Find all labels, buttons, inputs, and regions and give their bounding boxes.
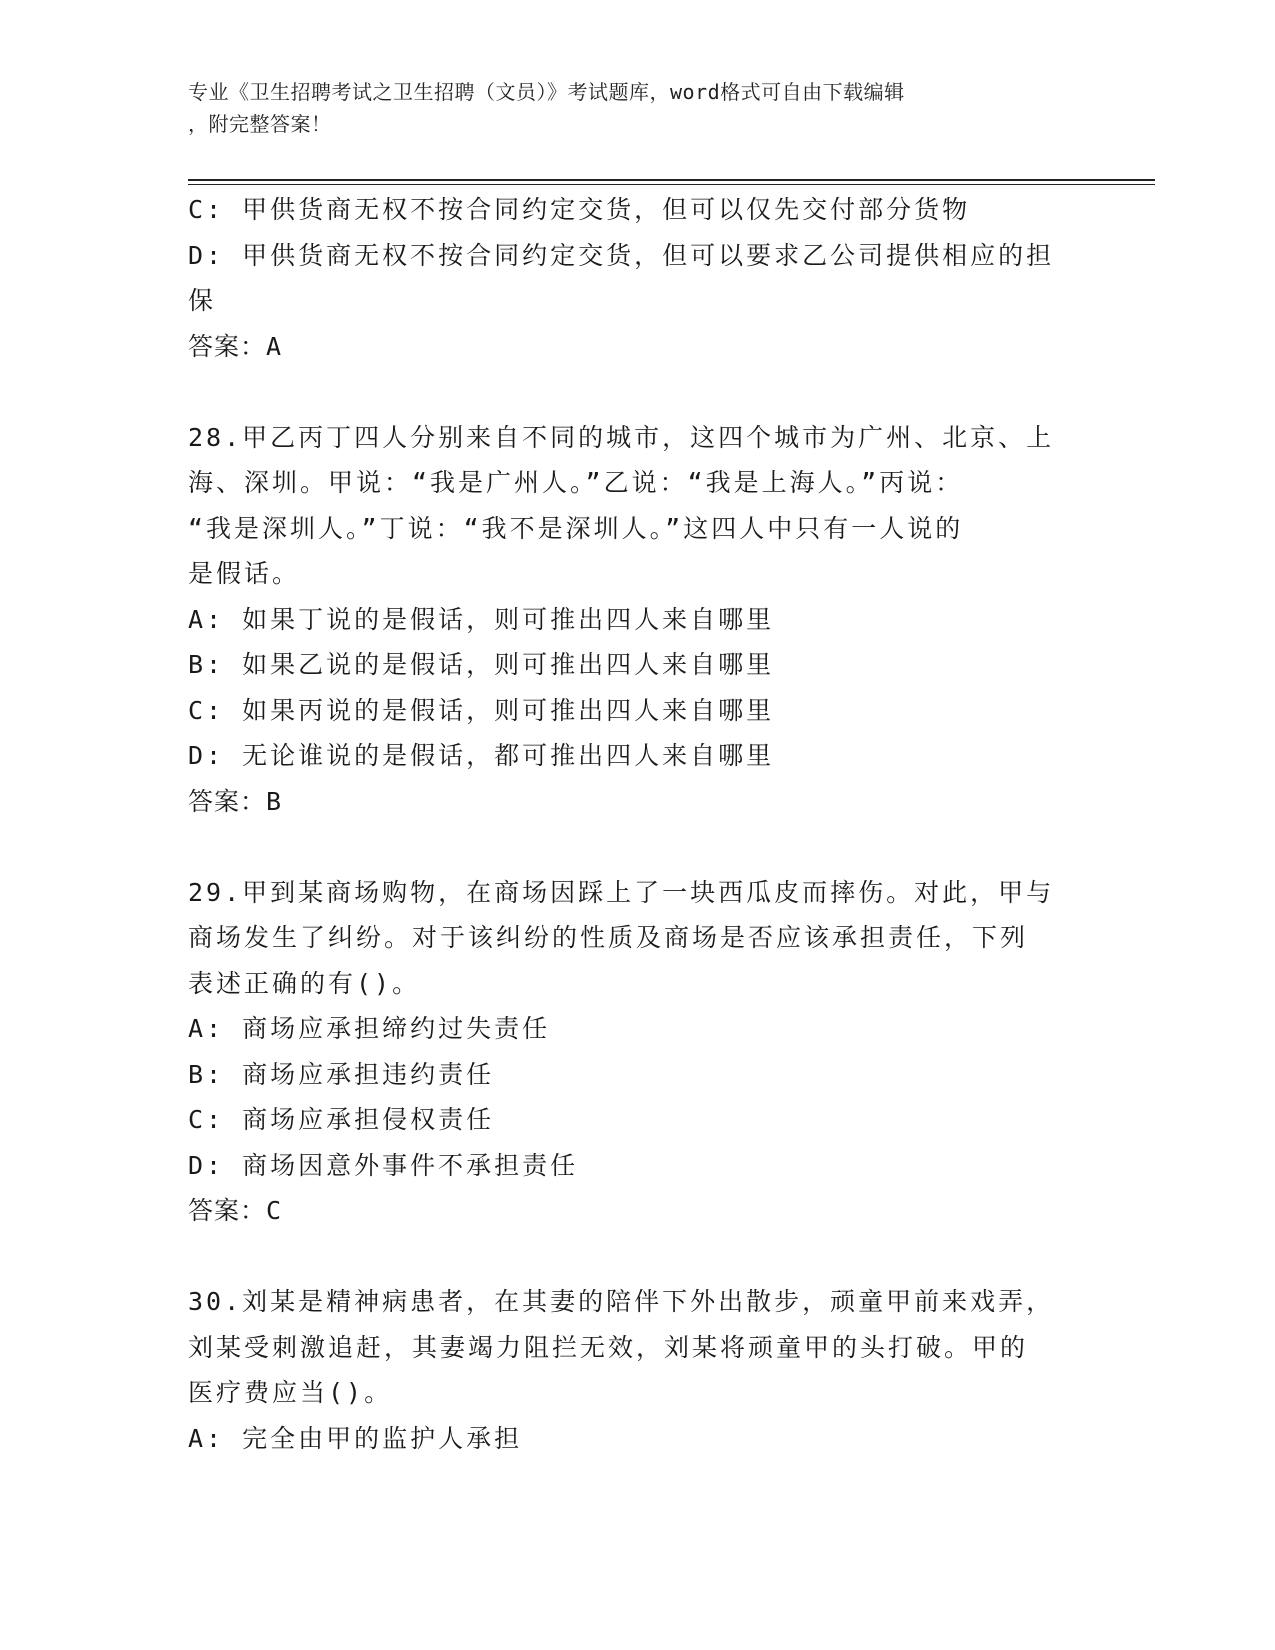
question-stem-line: 是假话。 (188, 559, 301, 588)
option-b: B: 商场应承担违约责任 (188, 1059, 495, 1089)
option-a: A: 如果丁说的是假话，则可推出四人来自哪里 (188, 604, 775, 634)
question-stem-line: 刘某受刺激追赶，其妻竭力阻拦无效，刘某将顽童甲的头打破。甲的 (188, 1332, 1029, 1362)
question-stem-line: 29.甲到某商场购物，在商场因踩上了一块西瓜皮而摔伤。对此，甲与 (188, 877, 1055, 907)
question-stem-line: 表述正确的有()。 (188, 968, 421, 998)
previous-question (188, 187, 1088, 369)
option-a: A: 商场应承担缔约过失责任 (188, 1014, 551, 1043)
document-header (188, 76, 1068, 140)
option-d: D: 无论谁说的是假话，都可推出四人来自哪里 (188, 741, 775, 770)
question-28 (188, 415, 1088, 825)
answer: 答案：C (188, 1196, 283, 1225)
question-stem-line: 30.刘某是精神病患者，在其妻的陪伴下外出散步，顽童甲前来戏弄， (188, 1287, 1055, 1316)
header-divider-thin (188, 184, 1155, 185)
header-divider-thick (188, 179, 1155, 181)
question-content (188, 187, 1088, 1461)
header-line-1: 专业《卫生招聘考试之卫生招聘（文员）》考试题库，word格式可自由下载编辑 (188, 80, 905, 104)
option-c: C: 甲供货商无权不按合同约定交货，但可以仅先交付部分货物 (188, 195, 971, 224)
option-d: D: 商场因意外事件不承担责任 (188, 1150, 579, 1180)
option-a: A: 完全由甲的监护人承担 (188, 1423, 523, 1453)
answer: 答案：B (188, 786, 283, 816)
answer: 答案：A (188, 331, 283, 361)
spacer (188, 824, 1088, 870)
option-c: C: 商场应承担侵权责任 (188, 1105, 495, 1134)
question-stem-line: “我是深圳人。”丁说：“我不是深圳人。”这四人中只有一人说的 (188, 513, 964, 543)
question-29 (188, 870, 1088, 1234)
spacer (188, 1234, 1088, 1280)
option-c: C: 如果丙说的是假话，则可推出四人来自哪里 (188, 695, 775, 725)
question-stem-line: 28.甲乙丙丁四人分别来自不同的城市，这四个城市为广州、北京、上 (188, 422, 1055, 452)
question-stem-line: 医疗费应当()。 (188, 1378, 393, 1407)
question-30 (188, 1279, 1088, 1461)
header-line-2: ，附完整答案！ (188, 112, 332, 136)
option-d-line-2: 保 (188, 286, 217, 315)
question-stem-line: 海、深圳。甲说：“我是广州人。”乙说：“我是上海人。”丙说： (188, 468, 964, 497)
spacer (188, 369, 1088, 415)
question-stem-line: 商场发生了纠纷。对于该纠纷的性质及商场是否应该承担责任，下列 (188, 923, 1029, 952)
option-d-line-1: D: 甲供货商无权不按合同约定交货，但可以要求乙公司提供相应的担 (188, 240, 1055, 270)
option-b: B: 如果乙说的是假话，则可推出四人来自哪里 (188, 650, 775, 679)
